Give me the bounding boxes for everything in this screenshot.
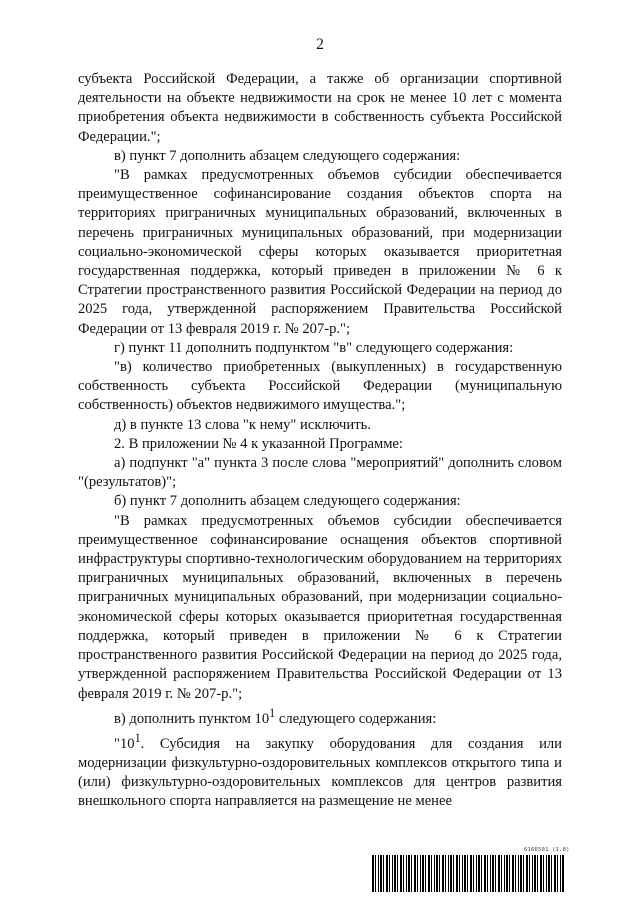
paragraph: д) в пункте 13 слова "к нему" исключить. — [114, 416, 371, 433]
paragraph-add-point — [78, 704, 562, 729]
superscript: 1 — [269, 705, 276, 720]
paragraph: "в) количество приобретенных (выкупленных) в государственную собственность субъекта Российской Федерации (муниципальную собственность) объектов недвижимого имущества."; — [78, 359, 562, 414]
document-body — [78, 70, 562, 811]
paragraph: г) пункт 11 дополнить подпунктом "в" следующего содержания: — [114, 339, 514, 356]
paragraph: 2. В приложении № 4 к указанной Программе: — [114, 435, 403, 452]
paragraph: "В рамках предусмотренных объемов субсидии обеспечивается преимущественное софинансирование создания объектов спорта на территориях приграничных муниципальных образований, включенных в перечень приграничных муниципальных образований, при модернизации социально-экономической сферы которых оказывается приоритетная государственная поддержка, который приведен в приложении № 6 к Стратегии пространственного развития Российской Федерации на период до 2025 года, утвержденной распоряжением Правительства Российской Федерации от 13 февраля 2019 г. № 207-р."; — [78, 167, 562, 337]
text-segment: . Субсидия на закупку оборудования для создания или модернизации физкультурно-оздоровительных комплексов открытого типа и (или) физкультурно-оздоровительных комплексов для центров развития внешкольного спорта направляется на размещение не менее — [78, 735, 562, 810]
document-stamp-code: 6166501 (1.8) — [524, 847, 570, 853]
text-segment: в) дополнить пунктом 10 — [114, 710, 270, 727]
superscript: 1 — [134, 730, 141, 745]
paragraph: субъекта Российской Федерации, а также об организации спортивной деятельности на объекте недвижимости на срок не менее 10 лет с момента приобретения объекта недвижимости в собственность субъекта Российской Федерации."; — [78, 71, 562, 145]
paragraph: "В рамках предусмотренных объемов субсидии обеспечивается преимущественное софинансирование оснащения объектов спортивной инфраструктуры спортивно-технологическим оборудованием на территориях приграничных муниципальных образований, включенных в перечень приграничных муниципальных образований, при модернизации социально-экономической сферы которых оказывается приоритетная государственная поддержка, который приведен в приложении № 6 к Стратегии пространственного развития Российской Федерации на период до 2025 года, утвержденной распоряжением Правительства Российской Федерации от 13 февраля 2019 г. № 207-р."; — [78, 512, 562, 702]
page-number: 2 — [316, 36, 324, 53]
paragraph: в) пункт 7 дополнить абзацем следующего содержания: — [114, 147, 461, 164]
barcode — [372, 855, 564, 892]
paragraph-subsidy — [78, 729, 562, 812]
paragraph: а) подпункт "а" пункта 3 после слова "мероприятий" дополнить словом "(результатов)"; — [78, 455, 562, 491]
text-segment: "10 — [114, 735, 135, 752]
paragraph: б) пункт 7 дополнить абзацем следующего содержания: — [114, 493, 461, 510]
text-segment: следующего содержания: — [275, 710, 437, 727]
